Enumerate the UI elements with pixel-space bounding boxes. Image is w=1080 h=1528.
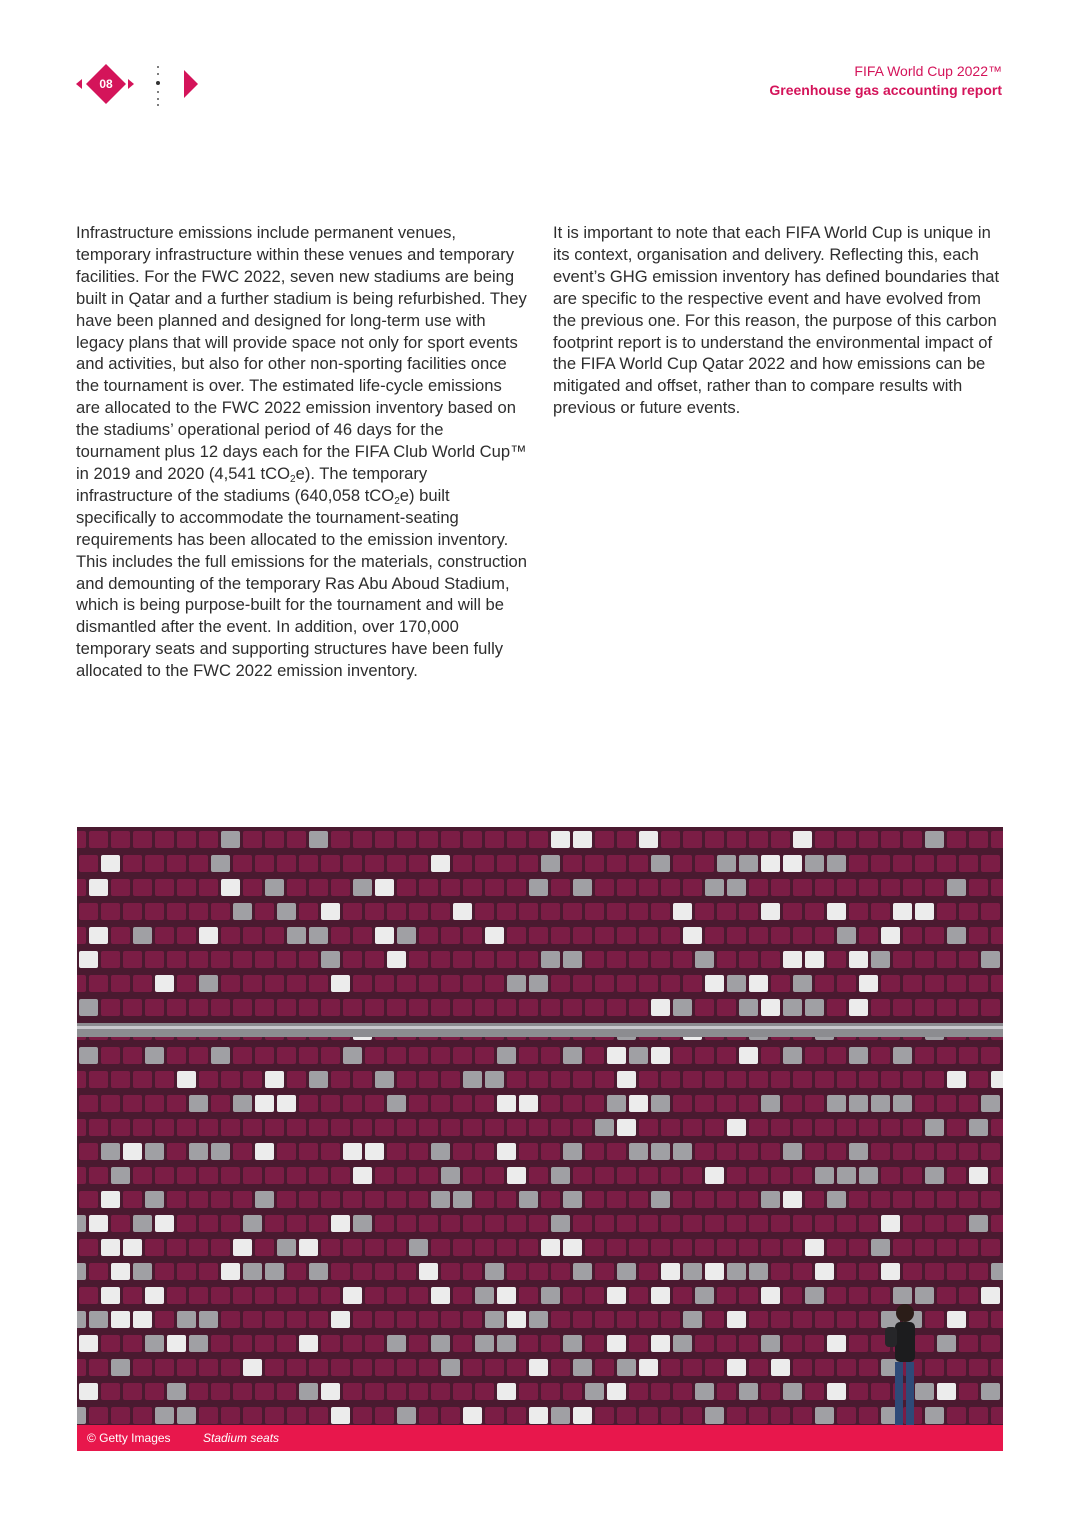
photo-credit: © Getty Images	[87, 1431, 171, 1445]
photo-caption-bar	[77, 1425, 1003, 1451]
previous-page-arrow-icon[interactable]	[76, 79, 82, 89]
paragraph-part-3: e) built specifically to accommodate the tournament-seating requirements has been allocated to the emission inventory. This includes the full emissions for the materials, construction and demounting of the temporary Ras Abu Aboud Stadium, which is being purpose-built for the tournament and will be dismantled after the event. In addition, over 170,000 temporary seats and supporting structures have been fully allocated to the FWC 2022 emission inventory.	[76, 485, 527, 681]
stadium-seats-photo	[77, 827, 1003, 1425]
paragraph-part-2: e). The temporary infrastructure of the stadiums (640,058 tCO	[76, 463, 428, 505]
next-section-arrow-icon[interactable]	[184, 70, 198, 98]
stadium-seats-image	[77, 827, 1003, 1425]
document-title-line1: FIFA World Cup 2022™	[854, 63, 1002, 79]
infrastructure-emissions-paragraph	[76, 222, 528, 682]
co2-subscript: 2	[394, 495, 400, 507]
separator-dots	[156, 64, 160, 104]
page-number: 08	[99, 77, 113, 91]
next-page-small-arrow-icon[interactable]	[128, 79, 134, 89]
document-title	[769, 62, 1002, 100]
co2-subscript: 2	[290, 473, 296, 485]
page-navigation	[76, 64, 206, 104]
right-text-column	[553, 222, 1008, 419]
context-paragraph: It is important to note that each FIFA World Cup is unique in its context, organisation and delivery. Reflecting this, each event’s GHG emission inventory has defined boundaries that are specific to the respective event and have evolved from the previous one. For this reason, the purpose of this carbon footprint report is to understand the environmental impact of the FIFA World Cup Qatar 2022 and how emissions can be mitigated and offset, rather than to compare results with previous or future events.	[553, 223, 1000, 418]
paragraph-part-1: Infrastructure emissions include permanent venues, temporary infrastructure within these venues and temporary facilities. For the FWC 2022, seven new stadiums are being built in Qatar and a further stadium is being refurbished. They have been planned and designed for long-term use with legacy plans that will provide space not only for sport events and activities, but also for other non-sporting facilities once the tournament is over. The estimated life-cycle emissions are allocated to the FWC 2022 emission inventory based on the stadiums’ operational period of 46 days for the tournament plus 12 days each for the FIFA Club World Cup™ in 2019 and 2020 (4,541 tCO	[76, 223, 527, 483]
document-title-line2: Greenhouse gas accounting report	[769, 82, 1002, 98]
left-text-column	[76, 222, 528, 682]
photo-caption-title: Stadium seats	[203, 1431, 280, 1445]
